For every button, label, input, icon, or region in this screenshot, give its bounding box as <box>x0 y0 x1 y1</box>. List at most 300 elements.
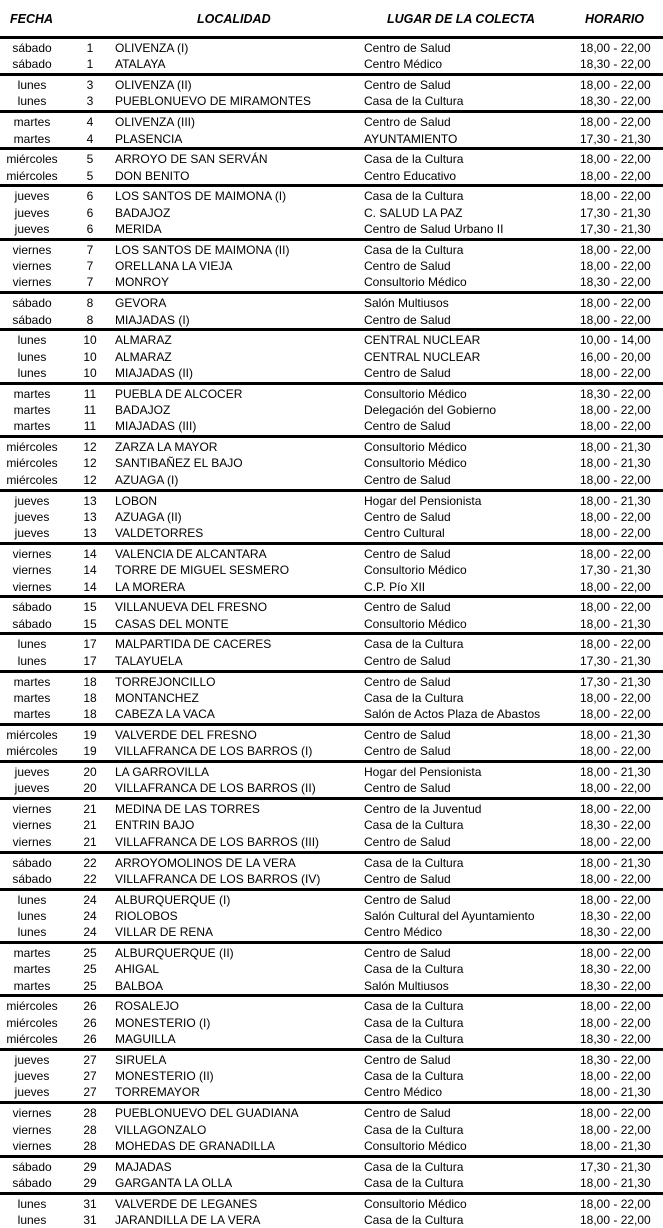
locality: VALENCIA DE ALCANTARA <box>115 546 267 561</box>
group-separator <box>0 797 663 800</box>
group-separator <box>0 73 663 76</box>
table-row <box>0 1138 663 1154</box>
header-lugar: LUGAR DE LA COLECTA <box>387 12 535 26</box>
collection-place: Centro de Salud <box>364 41 451 55</box>
table-row <box>0 1084 663 1100</box>
table-row <box>0 221 663 237</box>
group-separator <box>0 760 663 763</box>
group-separator <box>0 328 663 331</box>
date-number: 10 <box>83 349 97 364</box>
date-weekday: martes <box>13 690 51 705</box>
collection-place: Consultorio Médico <box>364 456 467 471</box>
schedule-hours: 18,00 - 22,00 <box>580 834 651 849</box>
locality: CASAS DEL MONTE <box>115 616 229 631</box>
locality: AHIGAL <box>115 962 160 977</box>
table-row <box>0 727 663 743</box>
table-row <box>0 764 663 780</box>
collection-place: Consultorio Médico <box>364 616 467 631</box>
date-weekday: lunes <box>17 1213 47 1227</box>
locality: VILLAGONZALO <box>115 1122 207 1137</box>
table-row <box>0 77 663 93</box>
collection-place: Hogar del Pensionista <box>364 765 482 779</box>
locality: PUEBLONUEVO DE MIRAMONTES <box>115 94 312 109</box>
date-weekday: sábado <box>12 1159 52 1174</box>
date-weekday: martes <box>13 386 51 401</box>
locality: TALAYUELA <box>115 653 183 668</box>
locality: MONROY <box>115 275 169 290</box>
group-separator <box>0 1101 663 1104</box>
locality: SIRUELA <box>115 1052 167 1067</box>
group-separator <box>0 382 663 385</box>
schedule-hours: 18,30 - 22,00 <box>580 978 651 993</box>
collection-place: Casa de la Cultura <box>364 962 464 977</box>
schedule-hours: 18,00 - 22,00 <box>580 781 651 796</box>
collection-place: Centro de Salud <box>364 509 451 524</box>
schedule-hours: 18,30 - 22,00 <box>580 818 651 833</box>
date-number: 17 <box>83 637 97 652</box>
date-weekday: viernes <box>12 1122 52 1137</box>
collection-place: C. SALUD LA PAZ <box>364 205 463 220</box>
group-separator <box>0 1048 663 1051</box>
date-weekday: viernes <box>12 834 52 849</box>
locality: VALVERDE DE LEGANES <box>115 1196 258 1211</box>
date-number: 27 <box>83 1085 97 1100</box>
date-number: 12 <box>83 440 97 455</box>
date-weekday: jueves <box>14 1069 50 1084</box>
schedule-hours: 18,30 - 22,00 <box>580 386 651 401</box>
schedule-hours: 17,30 - 21,30 <box>580 1159 651 1174</box>
date-weekday: lunes <box>17 892 47 907</box>
date-number: 27 <box>83 1069 97 1084</box>
date-number: 5 <box>86 152 94 167</box>
locality: VALVERDE DEL FRESNO <box>115 727 257 742</box>
table-row <box>0 961 663 977</box>
schedule-hours: 18,00 - 22,00 <box>580 365 651 380</box>
collection-place: Centro Médico <box>364 1085 443 1100</box>
date-number: 21 <box>83 802 97 817</box>
group-separator <box>0 723 663 726</box>
date-weekday: martes <box>13 962 51 977</box>
locality: ENTRIN BAJO <box>115 818 195 833</box>
table-row <box>0 509 663 525</box>
table-row <box>0 1031 663 1047</box>
date-number: 1 <box>86 41 94 55</box>
schedule-hours: 18,00 - 21,30 <box>580 440 651 455</box>
date-weekday: sábado <box>12 855 52 870</box>
locality: MEDINA DE LAS TORRES <box>115 802 260 817</box>
schedule-hours: 18,30 - 22,00 <box>580 962 651 977</box>
date-number: 6 <box>86 205 94 220</box>
date-weekday: miércoles <box>6 152 58 167</box>
date-weekday: miércoles <box>6 456 58 471</box>
table-row <box>0 1052 663 1068</box>
collection-place: Centro de Salud <box>364 744 451 759</box>
date-number: 29 <box>83 1175 97 1190</box>
date-number: 20 <box>83 781 97 796</box>
date-weekday: jueves <box>14 493 50 508</box>
date-weekday: sábado <box>12 616 52 631</box>
date-weekday: lunes <box>17 653 47 668</box>
date-number: 28 <box>83 1138 97 1153</box>
date-number: 21 <box>83 834 97 849</box>
date-weekday: sábado <box>12 1175 52 1190</box>
locality: ATALAYA <box>115 57 166 72</box>
locality: MERIDA <box>115 222 162 236</box>
collection-place: Casa de la Cultura <box>364 1032 464 1046</box>
date-weekday: martes <box>13 131 51 146</box>
date-number: 14 <box>83 546 97 561</box>
table-row <box>0 855 663 871</box>
table-row <box>0 801 663 817</box>
table-row <box>0 525 663 541</box>
date-number: 15 <box>83 616 97 631</box>
header-localidad: LOCALIDAD <box>197 12 271 26</box>
date-number: 21 <box>83 818 97 833</box>
locality: MONESTERIO (I) <box>115 1015 211 1030</box>
date-number: 31 <box>83 1213 97 1227</box>
date-weekday: jueves <box>14 509 50 524</box>
collection-place: Casa de la Cultura <box>364 189 464 204</box>
table-row <box>0 418 663 434</box>
date-number: 24 <box>83 925 97 940</box>
schedule-hours: 10,00 - 14,00 <box>580 333 651 348</box>
schedule-hours: 18,00 - 22,00 <box>580 189 651 204</box>
table-row <box>0 892 663 908</box>
date-number: 11 <box>83 403 97 417</box>
date-weekday: miércoles <box>6 472 58 487</box>
table-row <box>0 349 663 365</box>
date-weekday: viernes <box>12 546 52 561</box>
schedule-hours: 18,00 - 21,30 <box>580 1175 651 1190</box>
table-row <box>0 579 663 595</box>
date-weekday: jueves <box>14 781 50 796</box>
collection-place: Centro de Salud Urbano II <box>364 222 504 236</box>
collection-place: Consultorio Médico <box>364 440 467 455</box>
locality: MOHEDAS DE GRANADILLA <box>115 1138 276 1153</box>
table-row <box>0 114 663 130</box>
collection-place: Salón Cultural del Ayuntamiento <box>364 908 535 923</box>
collection-place: Casa de la Cultura <box>364 94 464 109</box>
schedule-hours: 18,00 - 21,30 <box>580 765 651 779</box>
table-row <box>0 1122 663 1138</box>
date-weekday: sábado <box>12 57 52 72</box>
schedule-hours: 18,00 - 22,00 <box>580 78 651 93</box>
collection-place: Casa de la Cultura <box>364 1213 464 1227</box>
table-row <box>0 93 663 109</box>
schedule-hours: 18,00 - 21,30 <box>580 493 651 508</box>
date-number: 6 <box>86 189 94 204</box>
table-row <box>0 1212 663 1228</box>
schedule-hours: 18,00 - 21,30 <box>580 855 651 870</box>
collection-place: Consultorio Médico <box>364 1138 467 1153</box>
collection-place: Consultorio Médico <box>364 563 467 578</box>
schedule-hours: 18,00 - 22,00 <box>580 600 651 615</box>
locality: PUEBLONUEVO DEL GUADIANA <box>115 1106 299 1121</box>
date-number: 18 <box>83 674 97 689</box>
date-weekday: viernes <box>12 242 52 257</box>
collection-place: Centro de Salud <box>364 312 451 327</box>
date-number: 13 <box>83 526 97 541</box>
date-number: 13 <box>83 493 97 508</box>
collection-place: Centro de Salud <box>364 892 451 907</box>
date-number: 25 <box>83 978 97 993</box>
collection-place: Casa de la Cultura <box>364 637 464 652</box>
table-row <box>0 295 663 311</box>
table-row <box>0 674 663 690</box>
group-separator <box>0 632 663 635</box>
schedule-hours: 18,00 - 21,30 <box>580 727 651 742</box>
table-row <box>0 365 663 381</box>
date-number: 22 <box>83 855 97 870</box>
date-weekday: jueves <box>14 1052 50 1067</box>
date-number: 26 <box>83 999 97 1014</box>
date-weekday: miércoles <box>6 168 58 183</box>
locality: MALPARTIDA DE CACERES <box>115 637 272 652</box>
group-separator <box>0 851 663 854</box>
date-number: 1 <box>86 57 94 72</box>
table-row <box>0 834 663 850</box>
schedule-hours: 18,00 - 22,00 <box>580 296 651 311</box>
schedule-hours: 18,00 - 22,00 <box>580 690 651 705</box>
date-number: 17 <box>83 653 97 668</box>
date-weekday: martes <box>13 978 51 993</box>
collection-place: Salón Multiusos <box>364 978 449 993</box>
schedule-hours: 17,30 - 21,30 <box>580 222 651 236</box>
schedule-hours: 18,00 - 22,00 <box>580 1069 651 1084</box>
locality: VILLAFRANCA DE LOS BARROS (III) <box>115 834 320 849</box>
date-weekday: viernes <box>12 1138 52 1153</box>
table-row <box>0 274 663 290</box>
date-number: 25 <box>83 962 97 977</box>
locality: MIAJADAS (I) <box>115 312 190 327</box>
table-row <box>0 978 663 994</box>
table-row <box>0 653 663 669</box>
locality: JARANDILLA DE LA VERA <box>115 1213 261 1227</box>
group-separator <box>0 36 663 39</box>
table-row <box>0 493 663 509</box>
table-row <box>0 439 663 455</box>
collection-place: Centro de Salud <box>364 472 451 487</box>
date-weekday: miércoles <box>6 1032 58 1046</box>
collection-place: Centro de Salud <box>364 781 451 796</box>
locality: ORELLANA LA VIEJA <box>115 259 233 274</box>
date-weekday: miércoles <box>6 440 58 455</box>
collection-place: Centro de Salud <box>364 727 451 742</box>
collection-place: CENTRAL NUCLEAR <box>364 333 481 348</box>
locality: MONESTERIO (II) <box>115 1069 214 1084</box>
table-row <box>0 998 663 1014</box>
collection-place: Centro de Salud <box>364 78 451 93</box>
table-row <box>0 1196 663 1212</box>
collection-place: Casa de la Cultura <box>364 1175 464 1190</box>
collection-place: Hogar del Pensionista <box>364 493 482 508</box>
date-number: 4 <box>86 115 94 130</box>
locality: MONTANCHEZ <box>115 690 199 705</box>
date-weekday: miércoles <box>6 727 58 742</box>
locality: LA GARROVILLA <box>115 765 210 779</box>
schedule-hours: 18,00 - 22,00 <box>580 1015 651 1030</box>
schedule-hours: 18,00 - 22,00 <box>580 509 651 524</box>
date-weekday: jueves <box>14 526 50 541</box>
locality: ALMARAZ <box>115 349 172 364</box>
schedule-hours: 18,00 - 22,00 <box>580 242 651 257</box>
table-row <box>0 945 663 961</box>
table-row <box>0 258 663 274</box>
date-number: 7 <box>86 275 94 290</box>
collection-place: Centro de Salud <box>364 546 451 561</box>
group-separator <box>0 110 663 113</box>
date-number: 7 <box>86 242 94 257</box>
collection-place: Casa de la Cultura <box>364 242 464 257</box>
table-row <box>0 1015 663 1031</box>
locality: OLIVENZA (III) <box>115 115 196 130</box>
table-row <box>0 332 663 348</box>
collection-place: Delegación del Gobierno <box>364 403 497 417</box>
locality: OLIVENZA (I) <box>115 41 189 55</box>
date-number: 12 <box>83 472 97 487</box>
group-separator <box>0 291 663 294</box>
date-number: 25 <box>83 946 97 960</box>
table-row <box>0 562 663 578</box>
date-weekday: jueves <box>14 765 50 779</box>
group-separator <box>0 941 663 944</box>
locality: TORREMAYOR <box>115 1085 200 1100</box>
table-row <box>0 56 663 72</box>
date-weekday: jueves <box>14 222 50 236</box>
locality: BADAJOZ <box>115 403 171 417</box>
locality: MAGUILLA <box>115 1032 176 1046</box>
schedule-hours: 18,00 - 22,00 <box>580 999 651 1014</box>
date-number: 27 <box>83 1052 97 1067</box>
schedule-hours: 18,00 - 22,00 <box>580 152 651 167</box>
date-number: 31 <box>83 1196 97 1211</box>
date-number: 14 <box>83 579 97 594</box>
collection-place: Casa de la Cultura <box>364 1069 464 1084</box>
collection-place: Centro de Salud <box>364 834 451 849</box>
collection-place: Casa de la Cultura <box>364 855 464 870</box>
schedule-hours: 18,30 - 22,00 <box>580 94 651 109</box>
locality: VILLAFRANCA DE LOS BARROS (I) <box>115 744 313 759</box>
date-weekday: sábado <box>12 600 52 615</box>
date-weekday: lunes <box>17 637 47 652</box>
table-row <box>0 908 663 924</box>
group-separator <box>0 670 663 673</box>
table-row <box>0 690 663 706</box>
schedule-hours: 18,00 - 22,00 <box>580 892 651 907</box>
locality: BALBOA <box>115 978 164 993</box>
locality: ALBURQUERQUE (II) <box>115 946 234 960</box>
date-number: 26 <box>83 1015 97 1030</box>
date-weekday: miércoles <box>6 999 58 1014</box>
locality: VALDETORRES <box>115 526 204 541</box>
collection-place: Centro Médico <box>364 57 443 72</box>
date-number: 20 <box>83 765 97 779</box>
collection-place: Centro de Salud <box>364 600 451 615</box>
collection-place: Consultorio Médico <box>364 275 467 290</box>
date-weekday: martes <box>13 674 51 689</box>
date-number: 10 <box>83 333 97 348</box>
table-row <box>0 1105 663 1121</box>
group-separator <box>0 595 663 598</box>
group-separator <box>0 238 663 241</box>
date-weekday: viernes <box>12 259 52 274</box>
table-row <box>0 386 663 402</box>
schedule-hours: 17,30 - 21,30 <box>580 205 651 220</box>
date-weekday: lunes <box>17 365 47 380</box>
locality: VILLAFRANCA DE LOS BARROS (II) <box>115 781 316 796</box>
group-separator <box>0 1192 663 1195</box>
date-weekday: lunes <box>17 349 47 364</box>
table-row <box>0 780 663 796</box>
locality: ALMARAZ <box>115 333 172 348</box>
date-number: 12 <box>83 456 97 471</box>
schedule-hours: 18,00 - 22,00 <box>580 871 651 886</box>
date-weekday: martes <box>13 419 51 434</box>
collection-place: AYUNTAMIENTO <box>364 131 458 146</box>
table-row <box>0 168 663 184</box>
schedule-hours: 18,00 - 22,00 <box>580 1106 651 1121</box>
date-weekday: lunes <box>17 1196 47 1211</box>
date-weekday: lunes <box>17 333 47 348</box>
schedule-hours: 17,30 - 21,30 <box>580 131 651 146</box>
collection-place: Centro de Salud <box>364 259 451 274</box>
locality: VILLAFRANCA DE LOS BARROS (IV) <box>115 871 321 886</box>
locality: TORREJONCILLO <box>115 674 216 689</box>
date-number: 6 <box>86 222 94 236</box>
date-weekday: lunes <box>17 94 47 109</box>
schedule-hours: 18,00 - 21,30 <box>580 1085 651 1100</box>
date-weekday: jueves <box>14 1085 50 1100</box>
locality: RIOLOBOS <box>115 908 178 923</box>
collection-place: Centro de Salud <box>364 365 451 380</box>
date-weekday: martes <box>13 707 51 722</box>
table-row <box>0 871 663 887</box>
locality: GEVORA <box>115 296 167 311</box>
date-number: 19 <box>83 744 97 759</box>
date-weekday: sábado <box>12 312 52 327</box>
locality: MIAJADAS (III) <box>115 419 197 434</box>
date-number: 18 <box>83 707 97 722</box>
date-number: 4 <box>86 131 94 146</box>
table-row <box>0 151 663 167</box>
schedule-hours: 18,00 - 22,00 <box>580 707 651 722</box>
schedule-hours: 18,00 - 22,00 <box>580 403 651 417</box>
date-number: 19 <box>83 727 97 742</box>
collection-place: Casa de la Cultura <box>364 818 464 833</box>
date-weekday: viernes <box>12 818 52 833</box>
locality: GARGANTA LA OLLA <box>115 1175 233 1190</box>
table-row <box>0 546 663 562</box>
date-number: 22 <box>83 871 97 886</box>
locality: MAJADAS <box>115 1159 172 1174</box>
date-number: 29 <box>83 1159 97 1174</box>
schedule-hours: 18,00 - 22,00 <box>580 637 651 652</box>
date-number: 26 <box>83 1032 97 1046</box>
table-row <box>0 636 663 652</box>
schedule-hours: 18,00 - 22,00 <box>580 546 651 561</box>
table-row <box>0 1175 663 1191</box>
date-weekday: sábado <box>12 296 52 311</box>
locality: LOBON <box>115 493 158 508</box>
date-number: 8 <box>86 296 94 311</box>
schedule-hours: 18,00 - 22,00 <box>580 419 651 434</box>
date-number: 5 <box>86 168 94 183</box>
date-weekday: viernes <box>12 1106 52 1121</box>
table-row <box>0 743 663 759</box>
locality: SANTIBAÑEZ EL BAJO <box>115 456 243 471</box>
collection-place: Centro de la Juventud <box>364 802 482 817</box>
locality: VILLAR DE RENA <box>115 925 214 940</box>
